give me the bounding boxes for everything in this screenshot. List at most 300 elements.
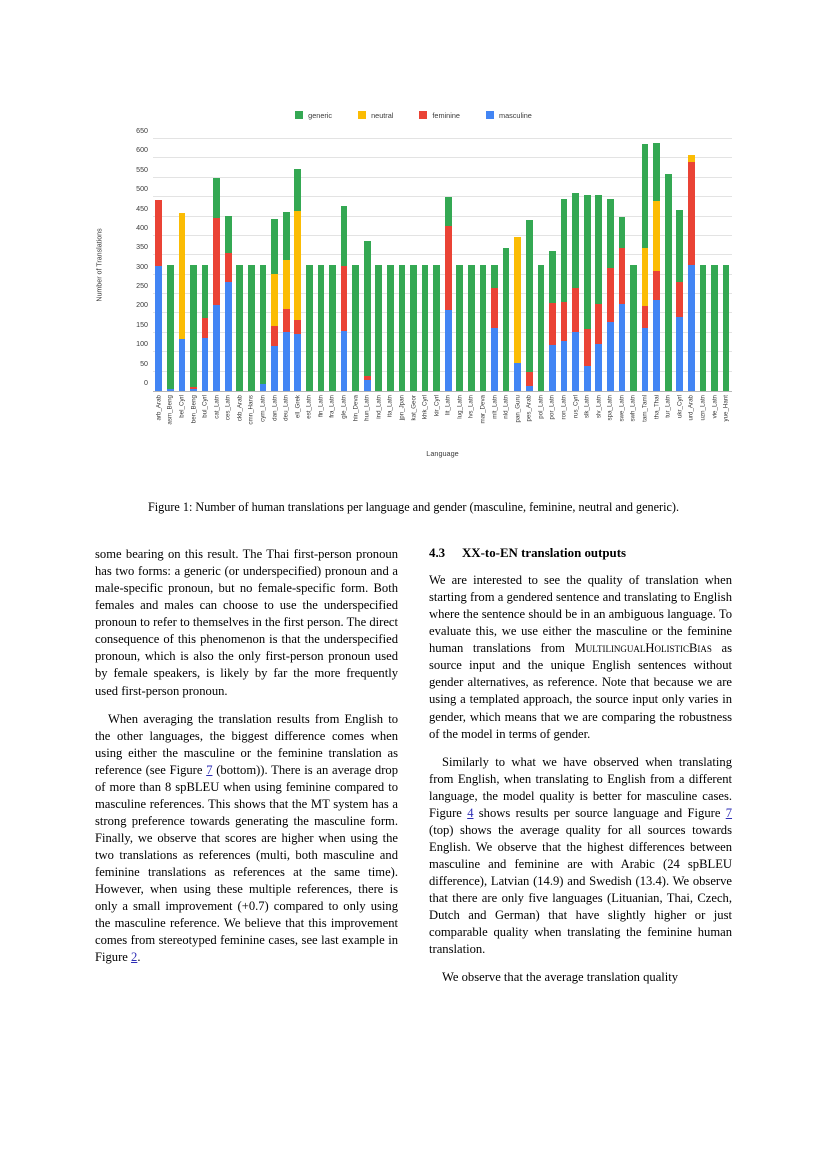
x-tick-label: spa_Latn [606, 395, 614, 421]
bar-segment-masculine [260, 384, 267, 391]
bar-segment-feminine [653, 271, 660, 299]
bar-segment-feminine [491, 288, 498, 328]
y-tick-500: 500 [136, 185, 148, 194]
bar-segment-generic [213, 178, 220, 219]
x-tick-label: lit_Latn [444, 395, 452, 415]
bar-segment-generic [260, 265, 267, 384]
right-p2-text-3: (top) shows the average quality for all sources towards English. We observe that the highest differences between masculine and feminine are with Arabic (24 spBLEU difference), Latvian (14.9) and Swedish (13.4). We observe that there are only five languages (Lituanian, Thai, Czech, Dutch and German) that have slightly higher or just comparable quality when translating the feminine human translation. [429, 822, 732, 957]
bar-kat_Geor[interactable] [408, 139, 420, 391]
x-tick-deu_Latn [280, 393, 292, 441]
bar-segment-generic [375, 265, 382, 391]
bar-segment-masculine [213, 305, 220, 391]
bar-pol_Latn[interactable] [535, 139, 547, 391]
x-tick-arb_Arab [153, 393, 165, 441]
x-tick-label: nld_Latn [502, 395, 510, 419]
bar-segment-generic [584, 195, 591, 328]
bar-segment-generic [711, 265, 718, 391]
right-paragraph-2 [429, 754, 732, 959]
legend-swatch-generic [295, 111, 303, 119]
bar-segment-generic [283, 212, 290, 260]
bar-segment-generic [676, 210, 683, 282]
bar-yue_Hant[interactable] [720, 139, 732, 391]
bar-segment-generic [526, 220, 533, 372]
x-tick-label: mar_Deva [479, 395, 487, 424]
x-tick-label: fin_Latn [317, 395, 325, 418]
bar-kir_Cyrl[interactable] [431, 139, 443, 391]
bar-segment-feminine [202, 318, 209, 337]
y-tick-200: 200 [136, 301, 148, 310]
bar-segment-generic [399, 265, 406, 391]
bar-segment-generic [225, 216, 232, 253]
legend-item-neutral[interactable] [358, 111, 393, 120]
x-tick-tur_Latn [662, 393, 674, 441]
chart-plot-wrapper [95, 127, 732, 458]
bar-segment-masculine [271, 346, 278, 391]
bar-tha_Thai[interactable] [651, 139, 663, 391]
bar-segment-generic [236, 265, 243, 391]
bar-fin_Latn[interactable] [315, 139, 327, 391]
x-tick-asm_Beng [165, 393, 177, 441]
bar-segment-feminine [526, 372, 533, 386]
bar-segment-masculine [190, 389, 197, 391]
bar-segment-neutral [653, 201, 660, 272]
x-tick-label: swe_Latn [618, 395, 626, 422]
right-p1-text-2: as source input and the unique English sentences without gender alternatives, as reference. Note that because we are using a templated approach, the source input only varies in gender, which means that we are comparing the robustness of the model in terms of gender. [429, 641, 733, 741]
y-tick-550: 550 [136, 165, 148, 174]
x-tick-lit_Latn [442, 393, 454, 441]
bar-segment-feminine [155, 200, 162, 266]
figure-7-reference-link[interactable]: 7 [206, 762, 213, 777]
x-tick-vie_Latn [709, 393, 721, 441]
y-axis-label-text: Number of Translations [96, 228, 104, 302]
bar-ces_Latn[interactable] [222, 139, 234, 391]
bar-segment-neutral [179, 213, 186, 339]
bar-segment-masculine [445, 310, 452, 391]
bar-asm_Beng[interactable] [165, 139, 177, 391]
bar-segment-feminine [213, 218, 220, 304]
bar-segment-feminine [271, 326, 278, 347]
bar-segment-generic [723, 265, 730, 391]
bar-segment-generic [341, 206, 348, 266]
bar-segment-generic [190, 265, 197, 387]
bar-ind_Latn[interactable] [373, 139, 385, 391]
bar-segment-generic [294, 169, 301, 212]
bar-ckb_Arab[interactable] [234, 139, 246, 391]
x-tick-label: ces_Latn [224, 395, 232, 421]
x-tick-swh_Latn [628, 393, 640, 441]
bar-segment-feminine [561, 302, 568, 341]
x-tick-kat_Geor [408, 393, 420, 441]
bar-dan_Latn[interactable] [269, 139, 281, 391]
x-tick-est_Latn [304, 393, 316, 441]
x-tick-label: ukr_Cyrl [676, 395, 684, 419]
bar-segment-feminine [688, 162, 695, 265]
x-tick-label: pol_Latn [537, 395, 545, 419]
bar-segment-masculine [514, 363, 521, 391]
x-tick-spa_Latn [605, 393, 617, 441]
bar-segment-neutral [688, 155, 695, 163]
bar-lug_Latn[interactable] [454, 139, 466, 391]
bar-bul_Cyrl[interactable] [199, 139, 211, 391]
legend-label-masculine: masculine [498, 110, 532, 120]
bar-segment-generic [248, 265, 255, 391]
x-tick-label: est_Latn [305, 395, 313, 419]
x-tick-pan_Guru [512, 393, 524, 441]
bar-slv_Latn[interactable] [593, 139, 605, 391]
bar-segment-feminine [341, 266, 348, 331]
bar-ita_Latn[interactable] [385, 139, 397, 391]
bar-segment-feminine [619, 248, 626, 304]
x-tick-bul_Cyrl [199, 393, 211, 441]
bar-segment-masculine [294, 334, 301, 391]
legend-swatch-feminine [419, 111, 427, 119]
x-tick-label: swh_Latn [629, 395, 637, 422]
body-columns [95, 546, 732, 986]
bar-segment-masculine [607, 322, 614, 391]
figure-7-top-reference-link[interactable]: 7 [725, 805, 733, 820]
bar-cat_Latn[interactable] [211, 139, 223, 391]
legend-item-feminine[interactable] [419, 111, 460, 120]
bar-mar_Deva[interactable] [477, 139, 489, 391]
bar-segment-feminine [445, 226, 452, 309]
bar-spa_Latn[interactable] [605, 139, 617, 391]
left-p2-text-2: (bottom)). There is an average drop of more than 8 spBLEU when using feminine compared to masculine references. This shows that the MT system has a strong preference towards generating the masculine form. Finally, we observe that scores are higher when using the two translations as references (multi, both masculine and feminine translations as references at the same time). However, when using these multiple references, there is only a small improvement (+0.7) compared to only using the masculine reference. We believe that this improvement comes from stereotyped feminine cases, see last example in Figure [95, 762, 398, 965]
x-tick-label: ell_Grek [294, 395, 302, 419]
chart-plot-area [136, 127, 732, 392]
bar-segment-feminine [584, 329, 591, 367]
x-tick-pes_Arab [524, 393, 536, 441]
right-paragraph-1 [429, 572, 732, 743]
right-column [429, 546, 732, 986]
bar-segment-generic [700, 265, 707, 391]
bar-slk_Latn[interactable] [581, 139, 593, 391]
bar-segment-masculine [619, 304, 626, 391]
x-tick-hun_Latn [361, 393, 373, 441]
bar-segment-masculine [155, 266, 162, 391]
bar-rus_Cyrl[interactable] [570, 139, 582, 391]
x-tick-cym_Latn [257, 393, 269, 441]
bar-segment-feminine [549, 303, 556, 345]
x-tick-ces_Latn [222, 393, 234, 441]
x-tick-nld_Latn [500, 393, 512, 441]
x-tick-label: hin_Deva [352, 395, 360, 422]
bar-nld_Latn[interactable] [500, 139, 512, 391]
bar-segment-masculine [688, 265, 695, 391]
x-tick-khk_Cyrl [419, 393, 431, 441]
x-tick-dan_Latn [269, 393, 281, 441]
bar-jpn_Jpan[interactable] [396, 139, 408, 391]
bar-fra_Latn[interactable] [327, 139, 339, 391]
bar-bel_Cyrl[interactable] [176, 139, 188, 391]
x-tick-label: lug_Latn [456, 395, 464, 419]
right-p2-text-2: shows results per source language and Figure [473, 805, 726, 820]
x-tick-label: arb_Arab [155, 395, 163, 421]
bar-segment-generic [619, 217, 626, 248]
x-tick-ind_Latn [373, 393, 385, 441]
bar-hun_Latn[interactable] [361, 139, 373, 391]
bar-segment-masculine [653, 300, 660, 391]
bar-ukr_Cyrl[interactable] [674, 139, 686, 391]
x-tick-rus_Cyrl [570, 393, 582, 441]
x-tick-por_Latn [547, 393, 559, 441]
bar-segment-generic [630, 265, 637, 391]
bar-segment-masculine [584, 366, 591, 391]
bar-lvs_Latn[interactable] [466, 139, 478, 391]
y-tick-400: 400 [136, 223, 148, 232]
bar-segment-generic [329, 265, 336, 391]
bar-segment-generic [271, 219, 278, 274]
right-paragraph-3: We observe that the average translation quality [442, 970, 679, 985]
x-tick-label: fra_Latn [328, 395, 336, 418]
y-tick-150: 150 [136, 320, 148, 329]
x-tick-label: khk_Cyrl [421, 395, 429, 420]
figure-4-reference-link[interactable]: 4 [467, 805, 474, 820]
x-tick-label: slk_Latn [583, 395, 591, 419]
bar-segment-generic [456, 265, 463, 391]
x-tick-label: jpn_Jpan [398, 395, 406, 421]
x-tick-ckb_Arab [234, 393, 246, 441]
x-tick-label: dan_Latn [271, 395, 279, 421]
legend-item-masculine[interactable] [486, 111, 532, 120]
x-tick-ell_Grek [292, 393, 304, 441]
x-tick-lug_Latn [454, 393, 466, 441]
bar-lit_Latn[interactable] [442, 139, 454, 391]
section-number: 4.3 [429, 546, 446, 560]
bar-segment-generic [445, 197, 452, 226]
left-p2-text-3: . [137, 950, 141, 965]
bar-segment-neutral [514, 237, 521, 363]
x-tick-yue_Hant [720, 393, 732, 441]
dataset-name: MultilingualHolisticBias [574, 641, 712, 656]
x-tick-label: cmn_Hans [247, 395, 255, 425]
x-tick-swe_Latn [616, 393, 628, 441]
x-tick-label: yue_Hant [722, 395, 730, 422]
x-tick-label: bul_Cyrl [201, 395, 209, 418]
bar-segment-neutral [271, 274, 278, 326]
bar-segment-feminine [607, 268, 614, 322]
bar-swe_Latn[interactable] [616, 139, 628, 391]
bar-segment-masculine [179, 339, 186, 391]
bar-mlt_Latn[interactable] [489, 139, 501, 391]
legend-label-generic: generic [308, 110, 333, 120]
bar-segment-masculine [676, 317, 683, 391]
x-tick-label: gle_Latn [340, 395, 348, 419]
bar-segment-neutral [642, 248, 649, 306]
bar-segment-generic [561, 199, 568, 302]
legend-label-feminine: feminine [432, 110, 460, 120]
bar-segment-generic [387, 265, 394, 391]
y-tick-0: 0 [144, 379, 148, 387]
figure-2-reference-link[interactable]: 2 [131, 950, 138, 965]
y-tick-600: 600 [136, 146, 148, 155]
x-tick-label: ron_Latn [560, 395, 568, 420]
bar-segment-masculine [202, 338, 209, 392]
bar-segment-generic [503, 248, 510, 391]
x-tick-tam_Taml [639, 393, 651, 441]
bar-urd_Arab[interactable] [686, 139, 698, 391]
x-tick-label: por_Latn [548, 395, 556, 420]
bar-segment-generic [549, 251, 556, 303]
chart-bars [153, 139, 732, 391]
x-tick-label: kir_Cyrl [433, 395, 441, 416]
bar-segment-neutral [283, 260, 290, 308]
bar-pan_Guru[interactable] [512, 139, 524, 391]
x-tick-label: lvs_Latn [467, 395, 475, 419]
bar-segment-feminine [676, 282, 683, 317]
bar-segment-generic [607, 199, 614, 268]
y-tick-650: 650 [136, 127, 148, 135]
y-tick-250: 250 [136, 282, 148, 291]
bar-segment-masculine [491, 328, 498, 391]
x-tick-mar_Deva [477, 393, 489, 441]
y-tick-100: 100 [136, 340, 148, 349]
bar-segment-generic [468, 265, 475, 391]
left-paragraph-1: some bearing on this result. The Thai first-person pronoun has two forms: a generic (or underspecified) pronoun and a male-specific pronoun, but no female-specific form. Both females and males can choose to use the underspecified pronoun to refer to themselves in the first person. The direct consequence of this phenomenon is that the underspecified pronoun, which is also the only first-person pronoun used by female speakers, is likely by far the more frequently used first-person pronoun. [95, 547, 398, 698]
y-tick-450: 450 [136, 204, 148, 213]
bar-segment-generic [665, 174, 672, 391]
x-tick-urd_Arab [686, 393, 698, 441]
bar-deu_Latn[interactable] [280, 139, 292, 391]
bar-segment-masculine [642, 328, 649, 391]
x-tick-label: ckb_Arab [236, 395, 244, 422]
bar-segment-masculine [225, 282, 232, 391]
bar-gle_Latn[interactable] [338, 139, 350, 391]
x-tick-label: tur_Latn [664, 395, 672, 418]
legend-swatch-neutral [358, 111, 366, 119]
bar-segment-masculine [561, 341, 568, 391]
x-tick-label: slv_Latn [595, 395, 603, 419]
x-tick-label: pes_Arab [525, 395, 533, 422]
x-tick-label: pan_Guru [514, 395, 522, 423]
x-tick-cat_Latn [211, 393, 223, 441]
bar-segment-generic [480, 265, 487, 391]
x-tick-tha_Thai [651, 393, 663, 441]
x-tick-label: bel_Cyrl [178, 395, 186, 418]
bar-khk_Cyrl[interactable] [419, 139, 431, 391]
legend-swatch-masculine [486, 111, 494, 119]
bar-segment-generic [352, 265, 359, 391]
chart-legend [95, 105, 732, 125]
y-tick-300: 300 [136, 262, 148, 271]
bar-segment-masculine [549, 345, 556, 391]
x-tick-ita_Latn [385, 393, 397, 441]
bar-segment-feminine [572, 288, 579, 332]
x-tick-label: hun_Latn [363, 395, 371, 421]
bar-segment-generic [410, 265, 417, 391]
y-tick-350: 350 [136, 243, 148, 252]
bar-arb_Arab[interactable] [153, 139, 165, 391]
x-tick-hin_Deva [350, 393, 362, 441]
x-tick-label: ita_Latn [386, 395, 394, 418]
bar-segment-generic [491, 265, 498, 288]
x-tick-fin_Latn [315, 393, 327, 441]
x-tick-fra_Latn [327, 393, 339, 441]
bar-segment-feminine [283, 309, 290, 332]
bar-ben_Beng[interactable] [188, 139, 200, 391]
x-tick-mlt_Latn [489, 393, 501, 441]
bar-vie_Latn[interactable] [709, 139, 721, 391]
bar-cym_Latn[interactable] [257, 139, 269, 391]
x-axis-label: Language [426, 449, 459, 458]
x-tick-slv_Latn [593, 393, 605, 441]
bar-tur_Latn[interactable] [662, 139, 674, 391]
x-tick-ron_Latn [558, 393, 570, 441]
figure-1 [95, 105, 732, 458]
bar-segment-generic [572, 193, 579, 288]
x-tick-uzn_Latn [697, 393, 709, 441]
legend-label-neutral: neutral [371, 110, 394, 120]
x-tick-ben_Beng [188, 393, 200, 441]
bar-tam_Taml[interactable] [639, 139, 651, 391]
bar-segment-feminine [294, 320, 301, 335]
bar-segment-masculine [572, 332, 579, 391]
bar-segment-masculine [167, 389, 174, 391]
right-p2-text-1: Similarly to what we have observed when translating from English, when translating to English from a different language, the model quality is better for masculine cases. Figure [429, 754, 732, 820]
x-tick-label: ind_Latn [375, 395, 383, 419]
bar-segment-feminine [595, 304, 602, 344]
bar-segment-generic [422, 265, 429, 391]
bar-ron_Latn[interactable] [558, 139, 570, 391]
right-p1-text-1: We are interested to see the quality of translation when starting from a gendered sentence and translating to English where the sentence should be in an ambiguous language. To evaluate this, we use either the masculine or the feminine human translations from [429, 573, 732, 656]
bar-pes_Arab[interactable] [524, 139, 536, 391]
bar-segment-generic [653, 143, 660, 201]
bar-segment-generic [167, 265, 174, 389]
bar-segment-neutral [294, 211, 301, 320]
x-axis-tick-labels [153, 393, 732, 441]
x-tick-cmn_Hans [246, 393, 258, 441]
bar-segment-feminine [225, 253, 232, 282]
bar-segment-generic [538, 265, 545, 391]
x-tick-pol_Latn [535, 393, 547, 441]
bar-segment-masculine [526, 386, 533, 391]
x-tick-bel_Cyrl [176, 393, 188, 441]
x-tick-gle_Latn [338, 393, 350, 441]
bar-segment-masculine [595, 344, 602, 391]
x-tick-label: urd_Arab [687, 395, 695, 421]
bar-segment-feminine [642, 306, 649, 328]
x-tick-jpn_Jpan [396, 393, 408, 441]
x-tick-label: cat_Latn [213, 395, 221, 419]
bar-segment-generic [364, 241, 371, 376]
y-axis-label [93, 131, 107, 399]
legend-item-generic[interactable] [295, 111, 332, 120]
x-tick-label: tam_Taml [641, 395, 649, 422]
bar-est_Latn[interactable] [304, 139, 316, 391]
bar-cmn_Hans[interactable] [246, 139, 258, 391]
x-tick-label: tha_Thai [653, 395, 661, 420]
bar-swh_Latn[interactable] [628, 139, 640, 391]
bar-ell_Grek[interactable] [292, 139, 304, 391]
x-tick-label: deu_Latn [282, 395, 290, 421]
x-tick-label: kat_Geor [410, 395, 417, 421]
bar-hin_Deva[interactable] [350, 139, 362, 391]
x-tick-label: rus_Cyrl [572, 395, 580, 419]
left-paragraph-2 [95, 711, 398, 967]
figure-caption: Figure 1: Number of human translations per language and gender (masculine, feminine, neutral and generic). [148, 500, 679, 514]
section-heading-4-3 [429, 546, 732, 561]
bar-por_Latn[interactable] [547, 139, 559, 391]
bar-segment-generic [433, 265, 440, 391]
bar-segment-masculine [283, 332, 290, 391]
y-tick-50: 50 [140, 359, 148, 368]
bar-uzn_Latn[interactable] [697, 139, 709, 391]
x-tick-label: ben_Beng [190, 395, 198, 424]
section-title: XX-to-EN translation outputs [462, 546, 627, 560]
bar-segment-generic [595, 195, 602, 304]
x-tick-kir_Cyrl [431, 393, 443, 441]
bar-segment-masculine [364, 380, 371, 391]
x-tick-lvs_Latn [466, 393, 478, 441]
